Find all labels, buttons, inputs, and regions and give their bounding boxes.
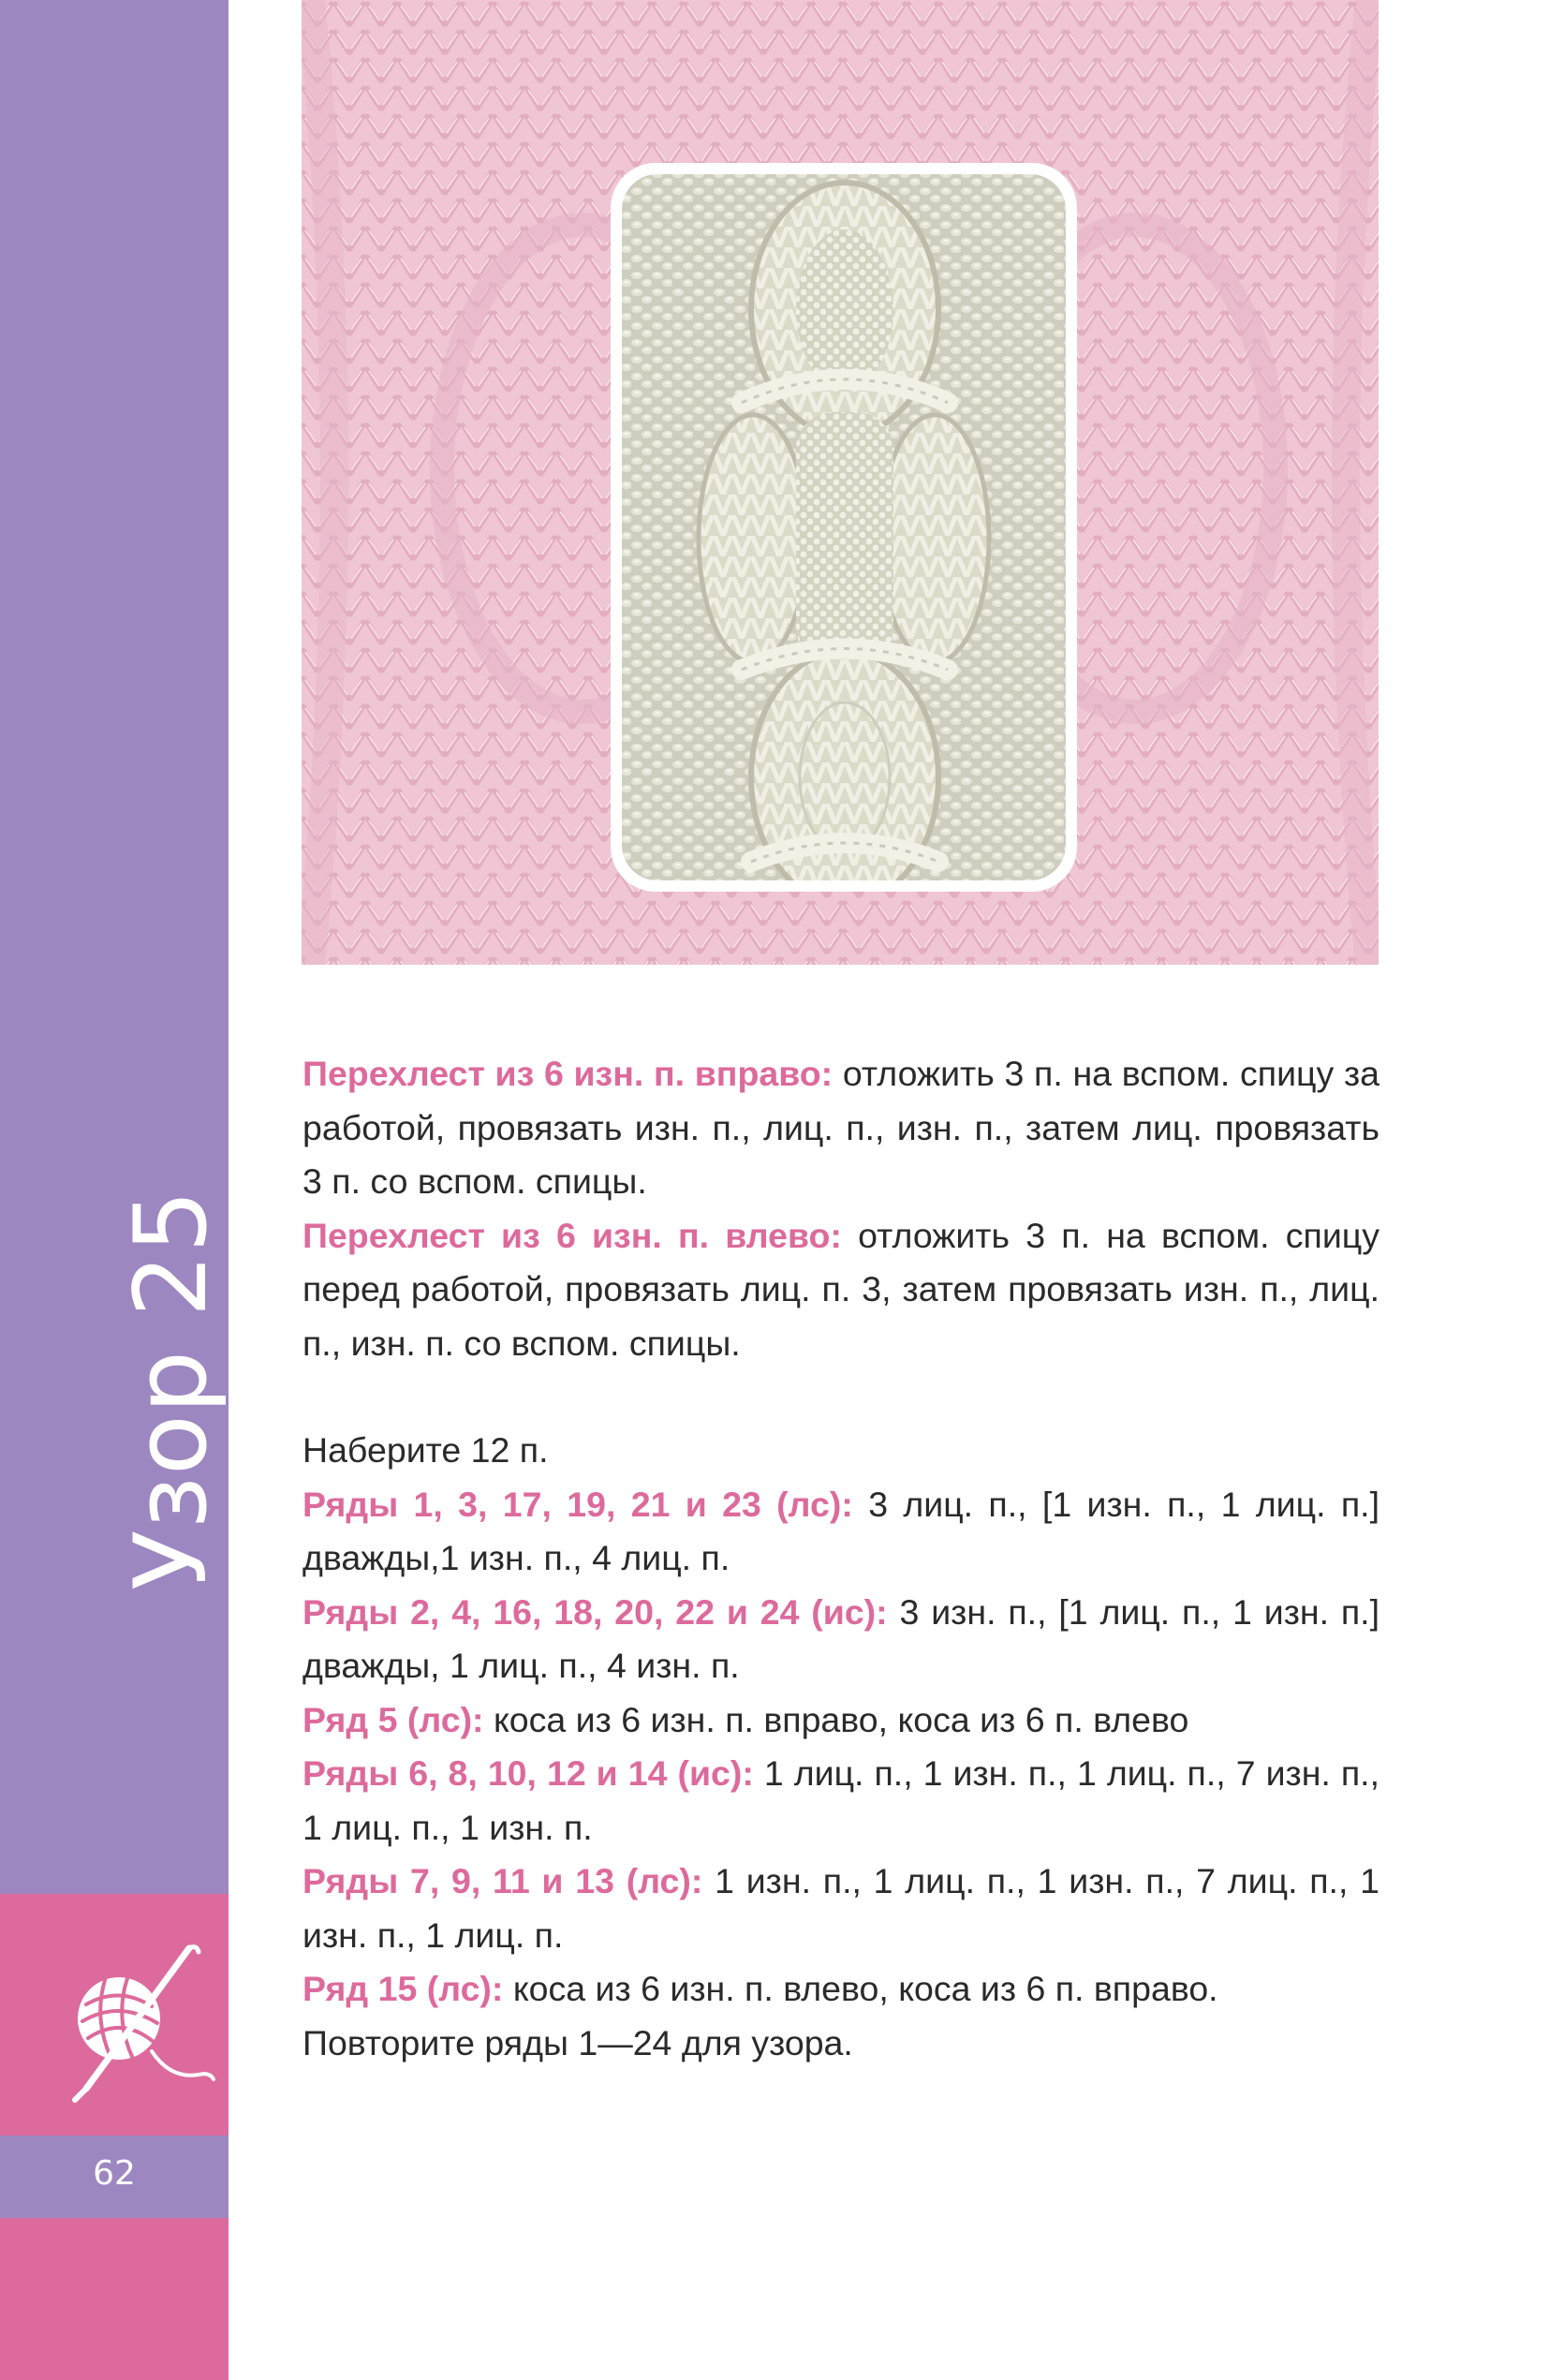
yarn-ball-with-crochet-hook-icon [49, 1939, 217, 2107]
row-instruction [302, 1586, 1379, 1693]
cast-on-instruction: Наберите 12 п. [302, 1430, 549, 1470]
row-label: Ряды 1, 3, 17, 19, 21 и 23 (лс): [302, 1484, 853, 1524]
definition-term: Перехлест из 6 изн. п. влево: [302, 1215, 842, 1255]
row-instruction [302, 1747, 1379, 1855]
spacer [302, 1370, 1379, 1424]
sidebar [0, 0, 229, 2380]
knitted-cable-swatch-photo [302, 0, 1379, 965]
row-instruction [302, 1693, 1379, 1748]
row-text: 3 изн. п., [1 лиц. п., 1 изн. п.] дважды, 1 лиц. п., 4 изн. п. [302, 1591, 1380, 1685]
row-text: 1 изн. п., 1 лиц. п., 1 изн. п., 7 лиц. п., 1 изн. п., 1 лиц. п. [302, 1861, 1380, 1955]
pattern-title: Узор 25 [113, 1189, 229, 1590]
page-number: 62 [93, 2154, 136, 2193]
row-instruction [302, 1478, 1379, 1586]
repeat-instruction: Повторите ряды 1—24 для узора. [302, 2022, 853, 2062]
row-text: коса из 6 изн. п. влево, коса из 6 п. вправо. [512, 1969, 1218, 2008]
definition-text: отложить 3 п. на вспом. спицу за работой, провязать изн. п., лиц. п., изн. п., затем лиц. провязать 3 п. со вспом. спицы. [302, 1054, 1380, 1201]
row-label: Ряд 15 (лс): [302, 1969, 504, 2008]
row-text: 3 лиц. п., [1 изн. п., 1 лиц. п.] дважды,1 изн. п., 4 лиц. п. [302, 1484, 1379, 1577]
row-label: Ряды 7, 9, 11 и 13 (лс): [302, 1861, 703, 1900]
row-label: Ряды 6, 8, 10, 12 и 14 (ис): [302, 1753, 754, 1793]
sidebar-purple-band [0, 0, 229, 1894]
sidebar-bottom-band [0, 2218, 229, 2380]
definition-left-cross [302, 1209, 1379, 1371]
row-label: Ряд 5 (лс): [302, 1699, 484, 1739]
row-instruction [302, 1855, 1379, 1962]
row-text: коса из 6 изн. п. вправо, коса из 6 п. влево [493, 1699, 1189, 1739]
row-text: 1 лиц. п., 1 изн. п., 1 лиц. п., 7 изн. п., 1 лиц. п., 1 изн. п. [302, 1753, 1380, 1847]
pattern-instructions [302, 1047, 1379, 2070]
definition-term: Перехлест из 6 изн. п. вправо: [302, 1054, 834, 1093]
row-label: Ряды 2, 4, 16, 18, 20, 22 и 24 (ис): [302, 1591, 888, 1632]
row-instruction [302, 1962, 1379, 2017]
definition-right-cross [302, 1047, 1379, 1209]
definition-text: отложить 3 п. на вспом. спицу перед работой, провязать лиц. п. 3, затем провязать изн. п., лиц. п., изн. п. со вспом. спицы. [302, 1215, 1380, 1363]
